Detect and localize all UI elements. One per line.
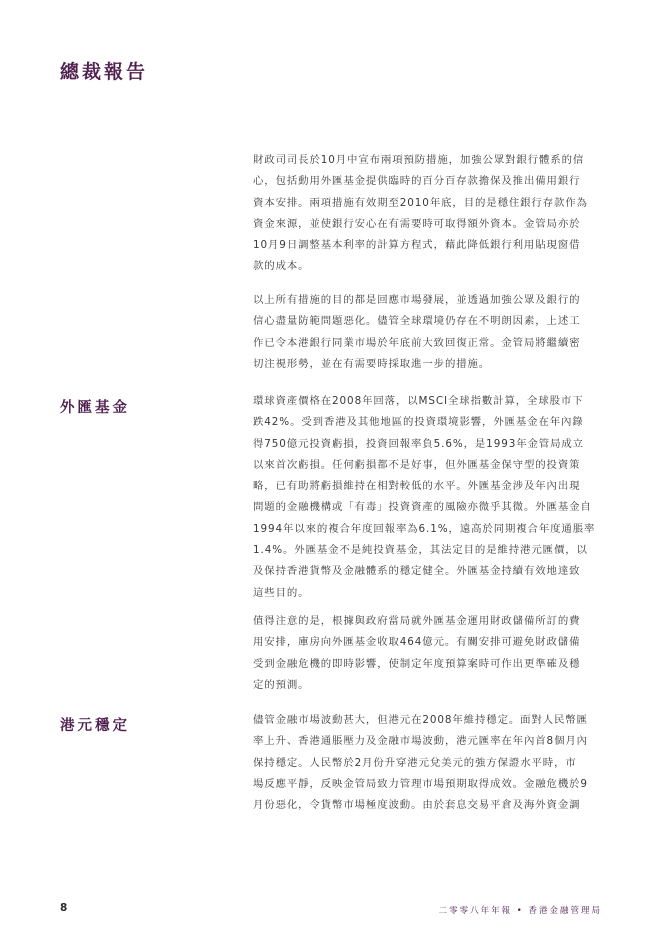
paragraph [253,710,603,816]
section-heading-hkd-stability: 港元穩定 [60,718,130,734]
text-line: 1.4%。外匯基金不是純投資基金，其法定目的是維持港元匯價，以 [253,544,588,557]
text-line: 用安排，庫房向外匯基金收取464億元。有關安排可避免財政儲備 [253,636,581,649]
text-line: 以上所有措施的目的都是回應市場發展，並透過加強公眾及銀行的 [253,294,581,306]
text-line: 切注視形勢，並在有需要時採取進一步的措施。 [253,357,491,370]
text-line: 跌42%。受到香港及其他地區的投資環境影響，外匯基金在年內錄 [253,416,584,429]
text-line: 心，包括動用外匯基金提供臨時的百分百存款擔保及推出備用銀行 [253,175,581,188]
paragraph [253,150,603,278]
text-line: 略，已有助將虧損維持在相對較低的水平。外匯基金涉及年內出現 [253,480,581,493]
text-line: 作已令本港銀行同業市場於年底前大致回復正常。金管局將繼續密 [253,336,581,349]
text-line: 及保持香港貨幣及金融體系的穩定健全。外匯基金持續有效地達致 [253,565,581,578]
text-line: 受到金融危機的即時影響，使制定年度預算案時可作出更準確及穩 [253,657,581,670]
text-line: 財政司司長於10月中宣布兩項預防措施，加強公眾對銀行體系的信 [253,154,585,166]
page-number: 8 [60,902,68,914]
text-line: 款的成本。 [253,260,310,273]
paragraph [253,611,603,696]
text-line: 環球資產價格在2008年回落，以MSCI全球指數計算，全球股市下 [253,395,584,407]
text-line: 率上升、香港通脹壓力及金融市場波動，港元匯率在年內首8個月內 [253,735,588,748]
text-line: 定的預測。 [253,678,310,691]
text-line: 10月9日調整基本利率的計算方程式，藉此降低銀行利用貼現窗借 [253,239,581,252]
text-line: 保持穩定。人民幣於2月份升穿港元兌美元的強方保證水平時，市 [253,756,577,769]
text-line: 1994年以來的複合年度回報率為6.1%，遠高於同期複合年度通脹率 [253,522,596,535]
section-heading-exchange-fund: 外匯基金 [60,400,130,416]
page-title: 總裁報告 [60,61,149,83]
text-line: 值得注意的是，根據與政府當局就外匯基金運用財政儲備所訂的費 [253,615,581,627]
text-line: 儘管金融市場波動甚大，但港元在2008年維持穩定。面對人民幣匯 [253,714,588,726]
text-line: 問題的金融機構或「有毒」投資資產的風險亦微乎其微。外匯基金自 [253,501,592,514]
paragraph [253,290,603,375]
text-line: 資金來源，並使銀行安心在有需要時可取得額外資本。金管局亦於 [253,217,581,230]
publication-footer: 二零零八年年報 • 香港金融管理局 [438,906,602,916]
text-line: 以來首次虧損。任何虧損都不是好事，但外匯基金保守型的投資策 [253,458,581,471]
text-line: 得750億元投資虧損，投資回報率負5.6%，是1993年金管局成立 [253,437,584,450]
text-line: 資本安排。兩項措施有效期至2010年底，目的是穩住銀行存款作為 [253,196,588,209]
text-line: 月份惡化，令貨幣市場極度波動。由於套息交易平倉及海外資金調 [253,799,581,812]
text-line: 信心盡量防範問題惡化。儘管全球環境仍存在不明朗因素，上述工 [253,315,581,328]
text-line: 場反應平靜，反映金管局致力管理市場預期取得成效。金融危機於9 [253,777,588,790]
paragraph [253,391,603,604]
text-line: 這些目的。 [253,586,310,599]
